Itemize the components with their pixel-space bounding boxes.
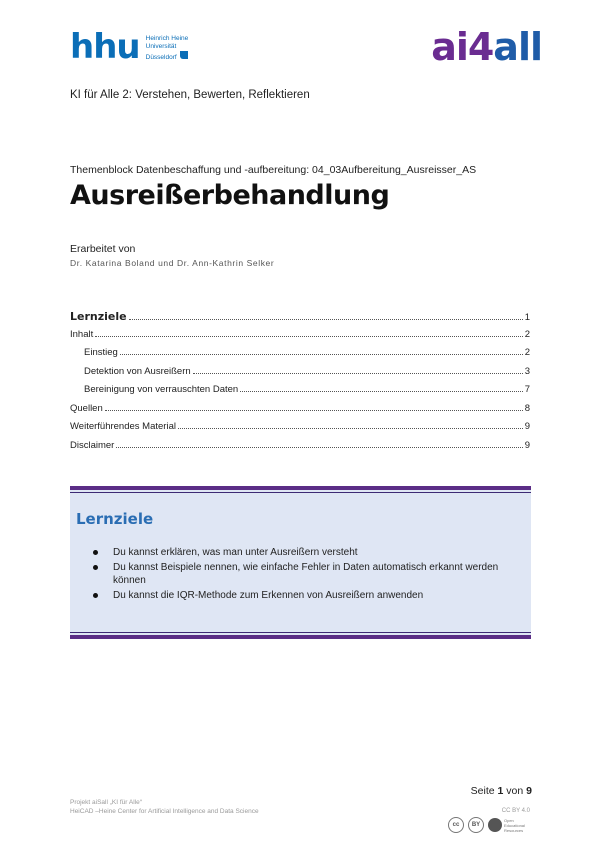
page-number-total: 9 (526, 785, 532, 797)
toc-leader (120, 354, 523, 355)
oer-icon (488, 818, 502, 832)
toc-entry[interactable] (70, 329, 530, 348)
course-title: KI für Alle 2: Verstehen, Bewerten, Reflektieren (70, 89, 310, 101)
bullet-icon (93, 565, 98, 570)
toc-entry[interactable] (70, 403, 530, 422)
toc-entry-page: 9 (524, 421, 530, 432)
authors: Dr. Katarina Boland und Dr. Ann-Kathrin Selker (70, 258, 275, 268)
toc-entry[interactable] (70, 421, 530, 440)
footer-line: HeiCAD –Heine Center for Artificial Intelligence and Data Science (70, 808, 259, 815)
toc-entry-page: 3 (524, 365, 530, 377)
hhu-logo-mark: hhu (70, 27, 140, 67)
toc-entry-label: Bereinigung von verrauschten Daten (84, 384, 239, 395)
toc-entry-page: 2 (524, 347, 530, 358)
learning-goals-list (90, 546, 510, 604)
ai4all-logo-part1: ai4 (431, 25, 494, 69)
oer-text-line: Resources (504, 827, 524, 833)
toc-leader (178, 428, 523, 429)
bullet-icon (93, 550, 98, 555)
hhu-square-icon (180, 51, 188, 59)
toc-entry[interactable] (70, 440, 530, 459)
toc-entry[interactable] (70, 310, 530, 329)
page-title: Ausreißerbehandlung (70, 180, 390, 211)
toc-entry-page: 8 (524, 402, 530, 414)
topic-line: Themenblock Datenbeschaffung und -aufbereitung: 04_03Aufbereitung_Ausreisser_AS (70, 164, 477, 176)
table-of-contents (70, 310, 530, 458)
footer-line: Projekt aiSall „KI für Alle“ (70, 799, 142, 806)
hhu-logo (70, 27, 189, 67)
toc-entry[interactable] (70, 384, 530, 403)
oer-logo (488, 817, 530, 833)
toc-entry-label: Detektion von Ausreißern (84, 365, 191, 377)
toc-entry-page: 7 (524, 384, 530, 395)
toc-leader (240, 391, 522, 392)
license-badges (448, 817, 530, 833)
cc-icon: cc (448, 817, 464, 833)
authors-label: Erarbeitet von (70, 243, 136, 255)
hhu-text-line: Düsseldorf (145, 54, 177, 61)
toc-entry-page: 1 (524, 312, 530, 323)
toc-entry-label: Quellen (70, 402, 103, 414)
list-item-text: Du kannst erklären, was man unter Ausreißern versteht (113, 547, 358, 558)
oer-text (504, 818, 525, 833)
toc-leader (116, 447, 522, 448)
list-item (90, 589, 510, 602)
toc-entry-label: Inhalt (70, 328, 94, 340)
hhu-logo-text (146, 35, 189, 64)
toc-leader (105, 410, 523, 411)
toc-entry-label: Disclaimer (70, 439, 115, 451)
page-number-current: 1 (497, 785, 504, 797)
bullet-icon (93, 593, 98, 598)
oer-text-line: Open (504, 817, 514, 823)
by-icon: BY (468, 817, 484, 833)
list-item-text: Du kannst die IQR-Methode zum Erkennen von Ausreißern anwenden (113, 590, 424, 601)
toc-entry-page: 9 (524, 439, 530, 451)
footer-project-info (70, 798, 259, 816)
toc-entry-page: 2 (524, 328, 530, 340)
page-number (471, 785, 532, 797)
toc-entry-label: Lernziele (70, 310, 127, 323)
toc-entry-label: Einstieg (84, 347, 118, 358)
page-number-prefix: Seite (470, 785, 495, 797)
list-item (90, 546, 510, 559)
toc-entry[interactable] (70, 366, 530, 385)
oer-text-line: Educational (504, 822, 525, 828)
learning-goals-title: Lernziele (76, 510, 154, 528)
toc-entry-label: Weiterführendes Material (70, 421, 176, 432)
ai4all-logo (431, 26, 542, 68)
license-label[interactable]: CC BY 4.0 (501, 808, 530, 814)
toc-entry[interactable] (70, 347, 530, 366)
toc-leader (129, 319, 523, 320)
list-item (90, 561, 510, 587)
hhu-text-line: Heinrich Heine (145, 35, 189, 42)
list-item-text: Du kannst Beispiele nennen, wie einfache Fehler in Daten automatisch erkannt werden können (113, 562, 499, 586)
toc-leader (95, 336, 522, 337)
page-number-mid: von (506, 785, 524, 797)
ai4all-logo-part2: all (493, 25, 542, 69)
toc-leader (193, 373, 523, 374)
learning-goals-box (70, 486, 531, 639)
hhu-text-line: Universität (145, 43, 177, 50)
